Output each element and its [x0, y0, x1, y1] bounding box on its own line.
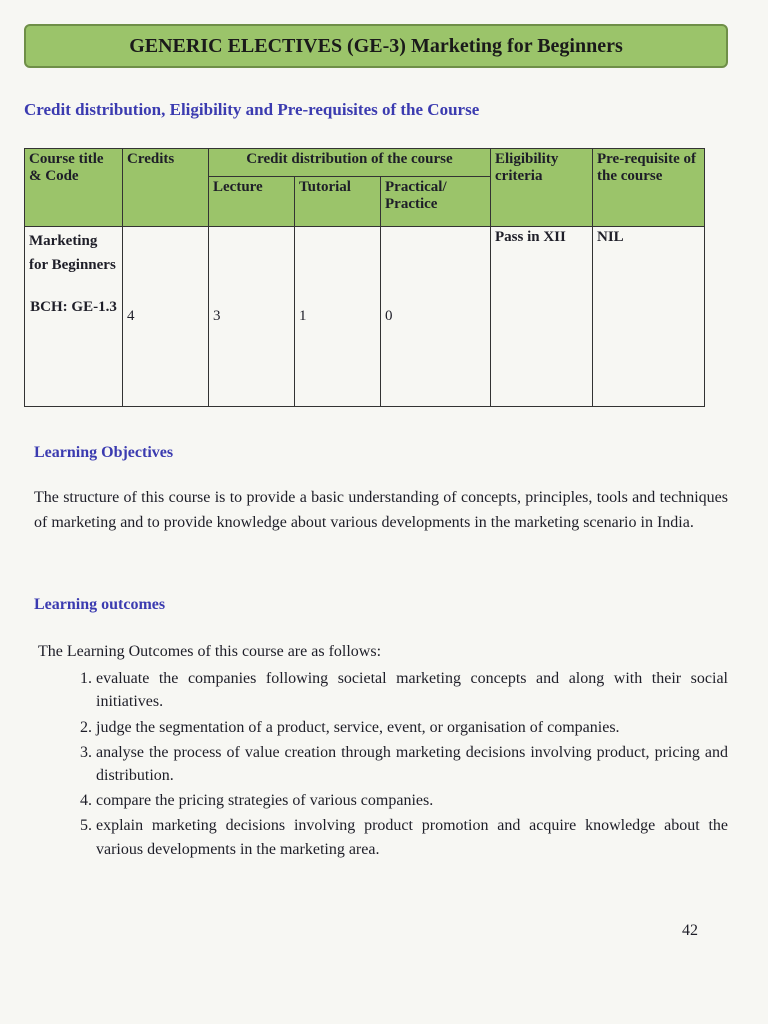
list-item: 2. judge the segmentation of a product, service, event, or organisation of companies.	[96, 716, 728, 739]
credits-value: 4	[123, 227, 209, 407]
lecture-value: 3	[209, 227, 295, 407]
learning-objectives-text: The structure of this course is to provide a basic understanding of concepts, principles, tools and techniques of marketing and to provide knowledge about various developments in the marketing scenario in India.	[34, 489, 728, 531]
page-title: GENERIC ELECTIVES (GE-3) Marketing for Beginners	[24, 24, 728, 68]
header-practical: Practical/ Practice	[381, 177, 491, 227]
learning-outcomes-heading: Learning outcomes	[34, 596, 166, 613]
course-code: BCH: GE-1.3	[30, 299, 117, 315]
header-tutorial: Tutorial	[295, 177, 381, 227]
practical-value: 0	[381, 227, 491, 407]
credit-table	[24, 148, 705, 407]
header-credits: Credits	[123, 149, 209, 227]
table-row	[25, 227, 705, 407]
header-credit-distribution: Credit distribution of the course	[209, 149, 491, 177]
outcomes-intro: The Learning Outcomes of this course are as follows:	[38, 643, 382, 660]
course-cell	[25, 227, 123, 407]
header-prerequisite: Pre-requisite of the course	[593, 149, 705, 227]
course-title: Marketing for Beginners	[29, 233, 116, 273]
list-item: 1. evaluate the companies following societal marketing concepts and along with their social initiatives.	[96, 667, 728, 713]
prerequisite-value: NIL	[593, 227, 705, 407]
eligibility-value: Pass in XII	[491, 227, 593, 407]
learning-outcomes	[38, 640, 728, 863]
header-course-title: Course title & Code	[25, 149, 123, 227]
header-eligibility: Eligibility criteria	[491, 149, 593, 227]
list-item: 4. compare the pricing strategies of various companies.	[96, 789, 728, 812]
list-item: 5. explain marketing decisions involving product promotion and acquire knowledge about the various developments in the marketing area.	[96, 814, 728, 860]
outcomes-list	[38, 667, 728, 861]
list-item: 3. analyse the process of value creation through marketing decisions involving product, pricing and distribution.	[96, 741, 728, 787]
learning-objectives-heading: Learning Objectives	[34, 444, 174, 461]
header-lecture: Lecture	[209, 177, 295, 227]
tutorial-value: 1	[295, 227, 381, 407]
page-number: 42	[682, 922, 698, 939]
credit-distribution-heading: Credit distribution, Eligibility and Pre-requisites of the Course	[24, 100, 480, 119]
